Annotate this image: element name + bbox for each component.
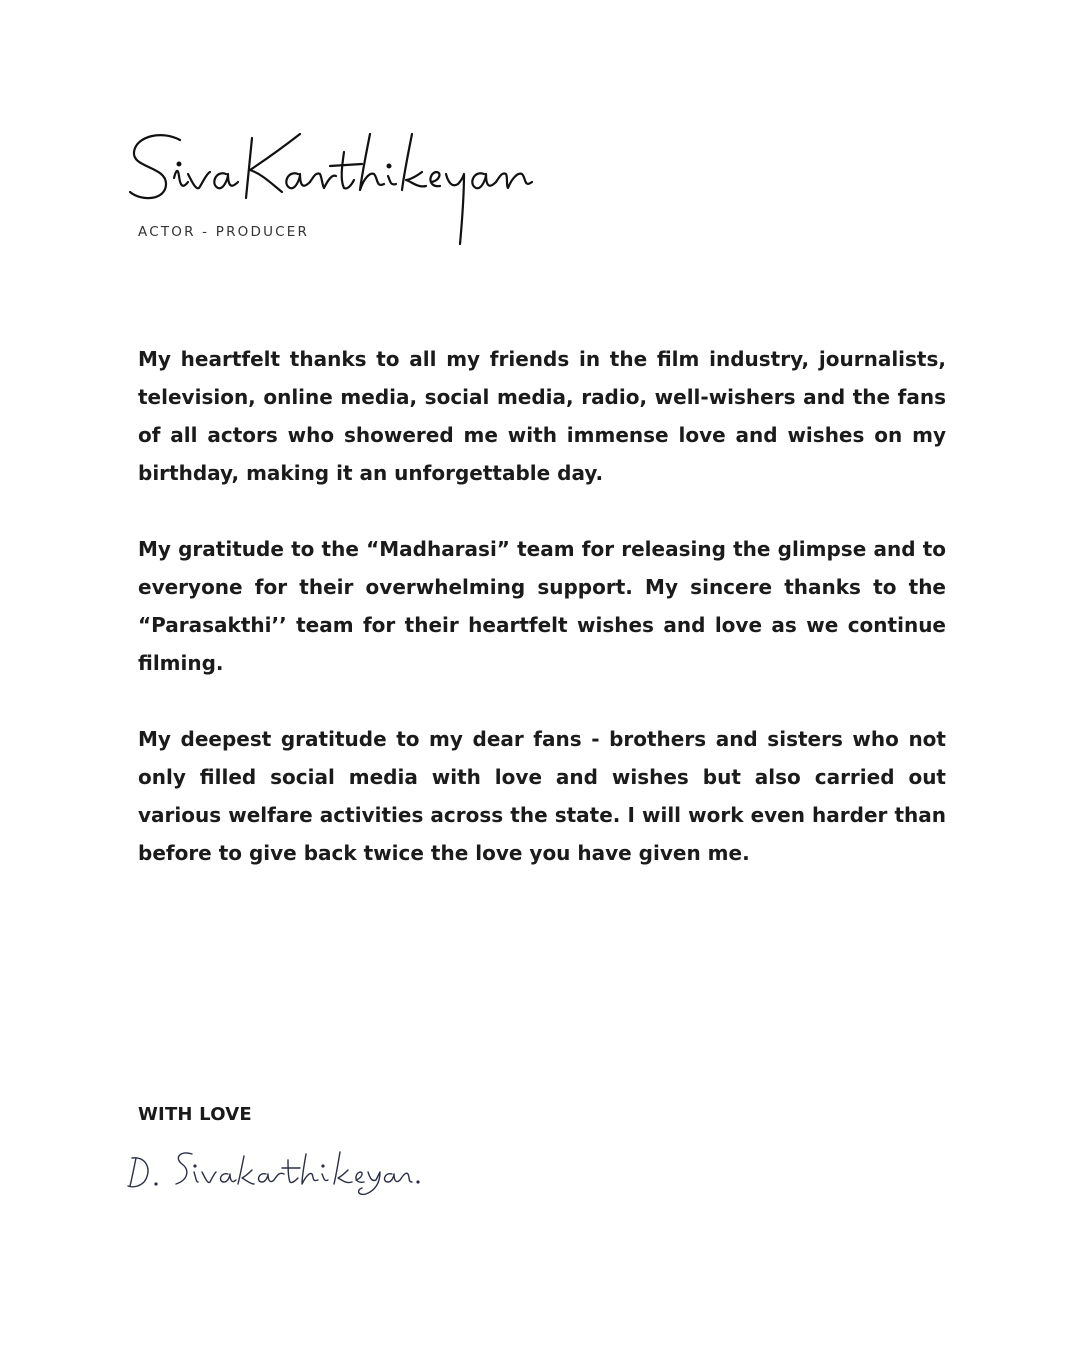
letterhead	[122, 118, 562, 258]
handwritten-signature	[122, 1138, 422, 1198]
letter-paragraph: My gratitude to the “Madharasi” team for releasing the glimpse and to everyone for their overwhelming support. My sincere thanks to the “Parasakthi’’ team for their heartfelt wishes and love as we continue filming.	[138, 537, 946, 675]
signature-image	[122, 1138, 422, 1198]
letter-body	[138, 340, 946, 910]
letterhead-subtitle: ACTOR - PRODUCER	[138, 224, 310, 240]
closing-line: WITH LOVE	[138, 1104, 252, 1125]
letter-paragraph: My heartfelt thanks to all my friends in the film industry, journalists, television, online media, social media, radio, well-wishers and the fans of all actors who showered me with immense love and wishes on my birthday, making it an unforgettable day.	[138, 347, 946, 485]
letter-paragraph: My deepest gratitude to my dear fans - brothers and sisters who not only filled social media with love and wishes but also carried out various welfare activities across the state. I will work even harder than before to give back twice the love you have given me.	[138, 727, 946, 865]
